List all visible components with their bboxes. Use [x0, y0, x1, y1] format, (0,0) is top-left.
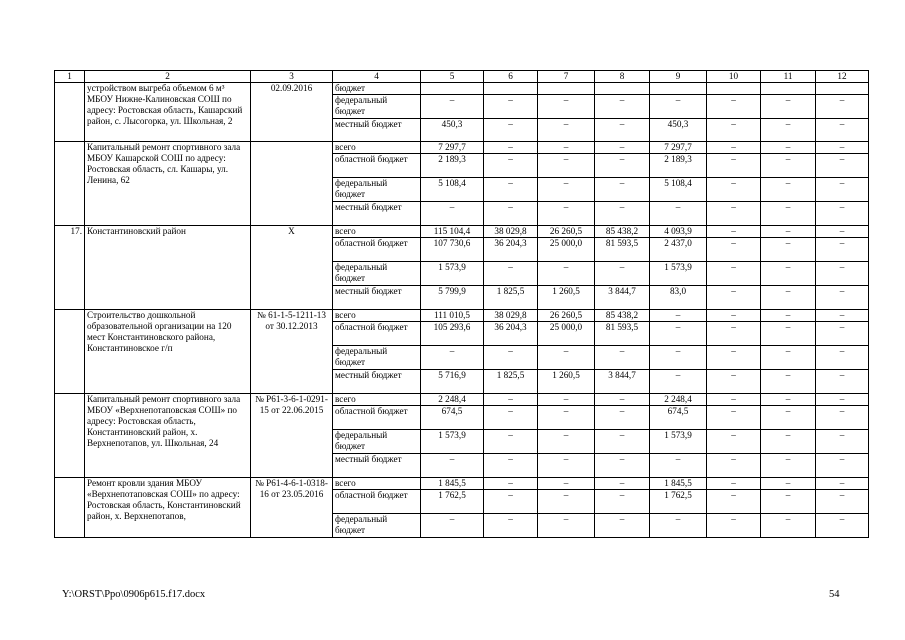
value-cell: –	[538, 514, 595, 538]
value-cell: –	[595, 95, 650, 119]
value-cell: –	[761, 286, 816, 310]
funding-source-cell: областной бюджет	[333, 154, 421, 178]
value-cell: –	[538, 262, 595, 286]
funding-source-cell: областной бюджет	[333, 490, 421, 514]
doc-cell: № Р61-3-6-1-0291-15 от 22.06.2015	[251, 394, 333, 478]
funding-source-cell: всего	[333, 478, 421, 490]
value-cell: –	[761, 478, 816, 490]
value-cell: –	[595, 514, 650, 538]
value-cell: –	[650, 346, 707, 370]
value-cell: –	[761, 154, 816, 178]
funding-source-cell: местный бюджет	[333, 370, 421, 394]
value-cell: –	[484, 454, 538, 478]
value-cell: –	[538, 95, 595, 119]
column-header: 2	[85, 71, 251, 83]
value-cell: –	[816, 154, 869, 178]
doc-cell: № Р61-4-6-1-0318-16 от 23.05.2016	[251, 478, 333, 538]
value-cell: –	[816, 310, 869, 322]
table-row	[55, 83, 869, 95]
value-cell	[816, 83, 869, 95]
value-cell: –	[816, 514, 869, 538]
file-path: Y:\ORST\Ppo\0906p615.f17.docx	[62, 589, 206, 600]
column-header: 10	[707, 71, 761, 83]
value-cell: –	[538, 202, 595, 226]
value-cell: –	[707, 154, 761, 178]
value-cell: –	[707, 430, 761, 454]
value-cell: –	[816, 202, 869, 226]
value-cell: 25 000,0	[538, 238, 595, 262]
value-cell: 1 762,5	[650, 490, 707, 514]
value-cell: –	[707, 95, 761, 119]
value-cell: 1 825,5	[484, 370, 538, 394]
value-cell: 38 029,8	[484, 226, 538, 238]
doc-cell: № 61-1-5-1211-13 от 30.12.2013	[251, 310, 333, 394]
value-cell: 5 716,9	[421, 370, 484, 394]
value-cell: 5 108,4	[421, 178, 484, 202]
value-cell: –	[816, 95, 869, 119]
value-cell: –	[761, 394, 816, 406]
value-cell: –	[538, 454, 595, 478]
value-cell: –	[595, 154, 650, 178]
value-cell: –	[816, 346, 869, 370]
num-cell: 17.	[55, 226, 85, 310]
value-cell: 1 845,5	[421, 478, 484, 490]
value-cell: 2 248,4	[650, 394, 707, 406]
table-row	[55, 310, 869, 322]
value-cell: 1 573,9	[421, 262, 484, 286]
value-cell: –	[595, 178, 650, 202]
value-cell: –	[816, 262, 869, 286]
funding-source-cell: федеральный бюджет	[333, 262, 421, 286]
value-cell: 1 573,9	[650, 262, 707, 286]
table-row	[55, 142, 869, 154]
value-cell: 3 844,7	[595, 286, 650, 310]
value-cell: –	[650, 202, 707, 226]
value-cell: 1 260,5	[538, 286, 595, 310]
value-cell: –	[484, 95, 538, 119]
value-cell: 36 204,3	[484, 238, 538, 262]
value-cell: –	[595, 454, 650, 478]
funding-source-cell: областной бюджет	[333, 238, 421, 262]
value-cell: –	[707, 202, 761, 226]
value-cell: 111 010,5	[421, 310, 484, 322]
object-cell: Константиновский район	[85, 226, 251, 310]
value-cell: 3 844,7	[595, 370, 650, 394]
value-cell: –	[650, 310, 707, 322]
value-cell: –	[421, 95, 484, 119]
value-cell: –	[484, 178, 538, 202]
value-cell: –	[538, 119, 595, 142]
value-cell: –	[421, 202, 484, 226]
value-cell: –	[595, 406, 650, 430]
doc-cell	[251, 142, 333, 226]
funding-source-cell: федеральный бюджет	[333, 178, 421, 202]
value-cell: –	[707, 310, 761, 322]
page-number: 54	[829, 589, 840, 600]
value-cell: –	[816, 430, 869, 454]
value-cell: –	[421, 514, 484, 538]
value-cell: –	[707, 346, 761, 370]
value-cell	[650, 83, 707, 95]
column-header: 1	[55, 71, 85, 83]
value-cell: –	[761, 310, 816, 322]
value-cell: –	[538, 394, 595, 406]
value-cell: 115 104,4	[421, 226, 484, 238]
value-cell: –	[761, 238, 816, 262]
column-header: 6	[484, 71, 538, 83]
value-cell: 81 593,5	[595, 322, 650, 346]
value-cell: –	[538, 478, 595, 490]
value-cell: 2 248,4	[421, 394, 484, 406]
value-cell: 1 845,5	[650, 478, 707, 490]
value-cell: –	[650, 454, 707, 478]
funding-source-cell: всего	[333, 226, 421, 238]
value-cell: –	[816, 394, 869, 406]
value-cell: –	[650, 370, 707, 394]
funding-source-cell: областной бюджет	[333, 322, 421, 346]
value-cell: –	[707, 322, 761, 346]
value-cell: 2 437,0	[650, 238, 707, 262]
value-cell: –	[538, 346, 595, 370]
value-cell	[484, 83, 538, 95]
value-cell: 450,3	[650, 119, 707, 142]
value-cell: 105 293,6	[421, 322, 484, 346]
column-header: 12	[816, 71, 869, 83]
value-cell: –	[650, 514, 707, 538]
value-cell	[421, 83, 484, 95]
value-cell: –	[484, 119, 538, 142]
funding-source-cell: местный бюджет	[333, 202, 421, 226]
value-cell: –	[484, 430, 538, 454]
column-header: 9	[650, 71, 707, 83]
value-cell: –	[538, 154, 595, 178]
value-cell	[538, 83, 595, 95]
value-cell: –	[816, 226, 869, 238]
value-cell: –	[707, 394, 761, 406]
funding-source-cell: местный бюджет	[333, 286, 421, 310]
funding-source-cell: всего	[333, 310, 421, 322]
value-cell: –	[484, 490, 538, 514]
value-cell: 2 189,3	[421, 154, 484, 178]
value-cell: 25 000,0	[538, 322, 595, 346]
value-cell: 81 593,5	[595, 238, 650, 262]
value-cell: 83,0	[650, 286, 707, 310]
value-cell: –	[595, 490, 650, 514]
object-cell: Капитальный ремонт спортивного зала МБОУ Кашарской СОШ по адресу: Ростовская область, сл. Кашары, ул. Ленина, 62	[85, 142, 251, 226]
value-cell: –	[761, 406, 816, 430]
value-cell: –	[484, 142, 538, 154]
value-cell: –	[484, 262, 538, 286]
funding-source-cell: местный бюджет	[333, 454, 421, 478]
value-cell: –	[761, 142, 816, 154]
value-cell: –	[761, 346, 816, 370]
value-cell: –	[484, 202, 538, 226]
value-cell: 450,3	[421, 119, 484, 142]
value-cell: –	[421, 346, 484, 370]
value-cell: –	[761, 514, 816, 538]
value-cell: –	[761, 95, 816, 119]
value-cell: –	[538, 178, 595, 202]
value-cell: –	[538, 430, 595, 454]
value-cell: –	[484, 394, 538, 406]
doc-cell: Х	[251, 226, 333, 310]
num-cell	[55, 310, 85, 394]
object-cell: Строительство дошкольной образовательной организации на 120 мест Константиновского района, Константиновское г/п	[85, 310, 251, 394]
value-cell: 107 730,6	[421, 238, 484, 262]
header-row	[55, 71, 869, 83]
value-cell: 674,5	[421, 406, 484, 430]
value-cell	[595, 83, 650, 95]
value-cell: –	[816, 178, 869, 202]
value-cell: –	[707, 238, 761, 262]
value-cell: –	[538, 406, 595, 430]
funding-source-cell: бюджет	[333, 83, 421, 95]
funding-source-cell: федеральный бюджет	[333, 430, 421, 454]
table-row	[55, 394, 869, 406]
value-cell: 5 799,9	[421, 286, 484, 310]
value-cell: –	[761, 454, 816, 478]
value-cell: –	[707, 406, 761, 430]
value-cell: –	[484, 406, 538, 430]
value-cell: –	[816, 286, 869, 310]
num-cell	[55, 142, 85, 226]
value-cell: –	[761, 202, 816, 226]
column-header: 11	[761, 71, 816, 83]
value-cell: 4 093,9	[650, 226, 707, 238]
column-header: 4	[333, 71, 421, 83]
value-cell: –	[707, 119, 761, 142]
value-cell: –	[484, 514, 538, 538]
object-cell: устройством выгреба объемом 6 м³ МБОУ Нижне-Калиновская СОШ по адресу: Ростовская область, Кашарский район, с. Лысогорка, ул. Школьная, 2	[85, 83, 251, 142]
column-header: 7	[538, 71, 595, 83]
object-cell: Ремонт кровли здания МБОУ «Верхнепотаповская СОШ» по адресу: Ростовская область, Константиновский район, х. Верхнепотапов,	[85, 478, 251, 538]
column-header: 8	[595, 71, 650, 83]
value-cell: 674,5	[650, 406, 707, 430]
value-cell: –	[421, 454, 484, 478]
value-cell: –	[707, 262, 761, 286]
value-cell: 85 438,2	[595, 310, 650, 322]
funding-source-cell: всего	[333, 142, 421, 154]
value-cell: 26 260,5	[538, 226, 595, 238]
value-cell: –	[761, 322, 816, 346]
value-cell: –	[761, 226, 816, 238]
value-cell: –	[650, 95, 707, 119]
value-cell: –	[595, 142, 650, 154]
value-cell	[707, 83, 761, 95]
value-cell: –	[761, 178, 816, 202]
value-cell: 7 297,7	[650, 142, 707, 154]
value-cell: –	[595, 346, 650, 370]
num-cell	[55, 394, 85, 478]
value-cell: 1 573,9	[421, 430, 484, 454]
value-cell: 1 825,5	[484, 286, 538, 310]
value-cell: 26 260,5	[538, 310, 595, 322]
value-cell: –	[816, 322, 869, 346]
value-cell: –	[707, 142, 761, 154]
funding-source-cell: местный бюджет	[333, 119, 421, 142]
value-cell: –	[707, 490, 761, 514]
value-cell: –	[707, 478, 761, 490]
value-cell: –	[538, 142, 595, 154]
value-cell: 2 189,3	[650, 154, 707, 178]
value-cell: –	[761, 119, 816, 142]
value-cell: –	[816, 119, 869, 142]
value-cell: –	[707, 370, 761, 394]
value-cell: 7 297,7	[421, 142, 484, 154]
funding-source-cell: всего	[333, 394, 421, 406]
value-cell: –	[538, 490, 595, 514]
doc-cell: 02.09.2016	[251, 83, 333, 142]
value-cell: –	[816, 238, 869, 262]
value-cell: 1 260,5	[538, 370, 595, 394]
value-cell: –	[761, 370, 816, 394]
value-cell: –	[707, 454, 761, 478]
value-cell: –	[707, 178, 761, 202]
value-cell: 38 029,8	[484, 310, 538, 322]
value-cell: –	[484, 346, 538, 370]
value-cell: –	[816, 406, 869, 430]
value-cell: –	[595, 262, 650, 286]
value-cell: –	[761, 262, 816, 286]
value-cell: –	[484, 154, 538, 178]
value-cell: –	[595, 119, 650, 142]
table-row	[55, 478, 869, 490]
value-cell: –	[707, 286, 761, 310]
num-cell	[55, 83, 85, 142]
value-cell: –	[761, 490, 816, 514]
value-cell: –	[595, 202, 650, 226]
funding-source-cell: федеральный бюджет	[333, 95, 421, 119]
value-cell: –	[650, 322, 707, 346]
value-cell: –	[595, 394, 650, 406]
column-header: 5	[421, 71, 484, 83]
value-cell: 1 762,5	[421, 490, 484, 514]
value-cell: –	[707, 226, 761, 238]
object-cell: Капитальный ремонт спортивного зала МБОУ «Верхнепотаповская СОШ» по адресу: Ростовская область, Константиновский район, х. Верхнепотапов, ул. Школьная, 24	[85, 394, 251, 478]
value-cell: 85 438,2	[595, 226, 650, 238]
budget-table	[54, 70, 869, 538]
value-cell: –	[816, 370, 869, 394]
column-header: 3	[251, 71, 333, 83]
value-cell: 5 108,4	[650, 178, 707, 202]
value-cell: –	[595, 430, 650, 454]
value-cell: 36 204,3	[484, 322, 538, 346]
num-cell	[55, 478, 85, 538]
funding-source-cell: федеральный бюджет	[333, 346, 421, 370]
value-cell: –	[816, 454, 869, 478]
value-cell: –	[816, 478, 869, 490]
value-cell: –	[595, 478, 650, 490]
value-cell: –	[816, 490, 869, 514]
value-cell: –	[484, 478, 538, 490]
value-cell: –	[816, 142, 869, 154]
value-cell: –	[761, 430, 816, 454]
funding-source-cell: областной бюджет	[333, 406, 421, 430]
value-cell: –	[707, 514, 761, 538]
funding-source-cell: федеральный бюджет	[333, 514, 421, 538]
table-row	[55, 226, 869, 238]
value-cell: 1 573,9	[650, 430, 707, 454]
value-cell	[761, 83, 816, 95]
